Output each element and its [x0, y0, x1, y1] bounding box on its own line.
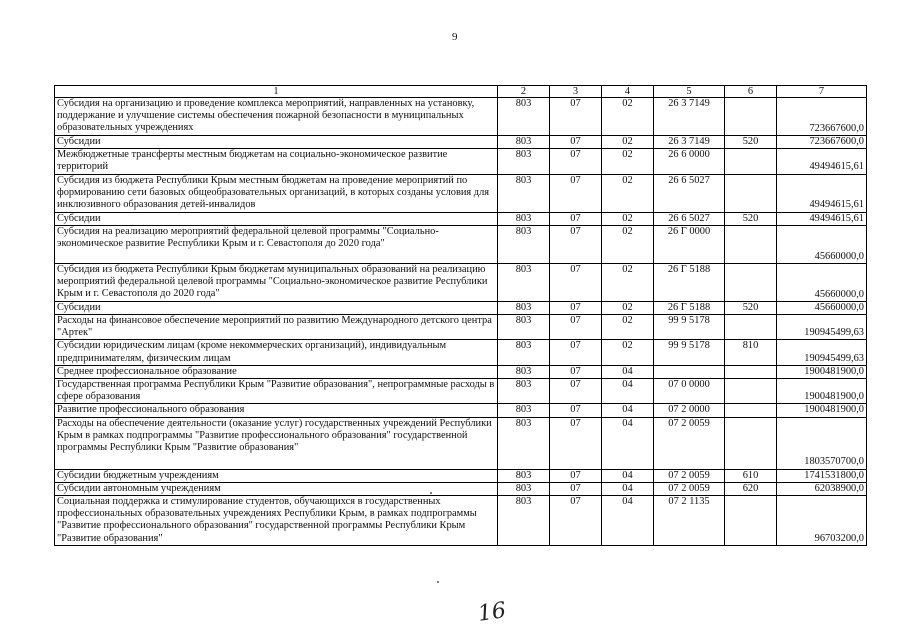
row-name-cell: Субсидии бюджетным учреждениям — [55, 469, 498, 482]
row-gr-code: 803 — [498, 365, 550, 378]
row-name-cell: Субсидия из бюджета Республики Крым местным бюджетам на проведение мероприятий по формированию сети базовых общеобразовательных организаций, в которых созданы условия для инклюзивного образования детей-инвалидов — [55, 174, 498, 212]
row-expense-type: 520 — [725, 136, 777, 149]
row-name-cell: Расходы на обеспечение деятельности (оказание услуг) государственных учреждений Республики Крым в рамках подпрограммы "Развитие профессионального образования" государственной программы Республики Крым "Развитие образования" — [55, 417, 498, 469]
column-header: 1 — [55, 86, 498, 98]
row-gr-code: 803 — [498, 315, 550, 340]
row-amount: 1803570700,0 — [777, 417, 867, 469]
row-expense-type: 610 — [725, 469, 777, 482]
row-subsection-code: 04 — [602, 404, 654, 417]
table-row — [55, 417, 867, 469]
row-gr-code: 803 — [498, 212, 550, 225]
table-row — [55, 174, 867, 212]
table-header-row — [55, 86, 867, 98]
row-target-article: 26 Г 5188 — [654, 263, 725, 301]
table-row — [55, 315, 867, 340]
column-header: 4 — [602, 86, 654, 98]
table-row — [55, 365, 867, 378]
row-gr-code: 803 — [498, 136, 550, 149]
row-amount: 62038900,0 — [777, 482, 867, 495]
scan-speck — [430, 492, 432, 494]
table-row — [55, 263, 867, 301]
table-row — [55, 404, 867, 417]
row-target-article: 07 0 0000 — [654, 379, 725, 404]
row-section-code: 07 — [550, 174, 602, 212]
row-section-code: 07 — [550, 365, 602, 378]
row-target-article: 26 3 7149 — [654, 136, 725, 149]
row-gr-code: 803 — [498, 340, 550, 365]
row-gr-code: 803 — [498, 149, 550, 174]
row-section-code: 07 — [550, 469, 602, 482]
table-row — [55, 98, 867, 136]
row-section-code: 07 — [550, 263, 602, 301]
row-subsection-code: 04 — [602, 379, 654, 404]
column-header: 6 — [725, 86, 777, 98]
row-amount: 1900481900,0 — [777, 365, 867, 378]
table-row — [55, 301, 867, 314]
row-name-cell: Межбюджетные трансферты местным бюджетам на социально-экономическое развитие территорий — [55, 149, 498, 174]
row-amount: 723667600,0 — [777, 136, 867, 149]
table-row — [55, 496, 867, 546]
row-name-cell: Субсидия на реализацию мероприятий федеральной целевой программы "Социально-экономическое развитие Республики Крым и г. Севастополя до 2020 года" — [55, 225, 498, 263]
row-name-cell: Субсидия на организацию и проведение комплекса мероприятий, направленных на установку, поддержание и улучшение системы обеспечения пожарной безопасности в муниципальных образовательных учреждениях — [55, 98, 498, 136]
row-target-article: 26 6 5027 — [654, 212, 725, 225]
row-expense-type — [725, 263, 777, 301]
row-expense-type — [725, 174, 777, 212]
row-name-cell: Развитие профессионального образования — [55, 404, 498, 417]
row-expense-type — [725, 496, 777, 546]
budget-table — [54, 85, 867, 546]
row-target-article — [654, 365, 725, 378]
row-gr-code: 803 — [498, 263, 550, 301]
table-row — [55, 149, 867, 174]
row-section-code: 07 — [550, 340, 602, 365]
row-target-article: 26 Г 5188 — [654, 301, 725, 314]
row-target-article: 07 2 0059 — [654, 469, 725, 482]
row-target-article: 07 2 0059 — [654, 417, 725, 469]
table-row — [55, 212, 867, 225]
row-subsection-code: 02 — [602, 301, 654, 314]
row-gr-code: 803 — [498, 98, 550, 136]
column-header: 5 — [654, 86, 725, 98]
row-expense-type: 810 — [725, 340, 777, 365]
row-gr-code: 803 — [498, 174, 550, 212]
row-subsection-code: 02 — [602, 212, 654, 225]
row-amount: 723667600,0 — [777, 98, 867, 136]
row-expense-type: 520 — [725, 212, 777, 225]
table-row — [55, 482, 867, 495]
row-section-code: 07 — [550, 315, 602, 340]
row-subsection-code: 04 — [602, 482, 654, 495]
row-section-code: 07 — [550, 225, 602, 263]
row-name-cell: Субсидии юридическим лицам (кроме некоммерческих организаций), индивидуальным предпринимателям, физическим лицам — [55, 340, 498, 365]
row-name-cell: Субсидии автономным учреждениям — [55, 482, 498, 495]
row-expense-type — [725, 149, 777, 174]
row-subsection-code: 02 — [602, 340, 654, 365]
row-name-cell: Государственная программа Республики Крым "Развитие образования", непрограммные расходы в сфере образования — [55, 379, 498, 404]
row-section-code: 07 — [550, 379, 602, 404]
row-target-article: 07 2 1135 — [654, 496, 725, 546]
row-name-cell: Субсидии — [55, 301, 498, 314]
row-amount: 1900481900,0 — [777, 404, 867, 417]
row-expense-type: 620 — [725, 482, 777, 495]
row-name-cell: Субсидии — [55, 136, 498, 149]
row-subsection-code: 02 — [602, 225, 654, 263]
row-amount: 45660000,0 — [777, 263, 867, 301]
column-header: 3 — [550, 86, 602, 98]
row-gr-code: 803 — [498, 417, 550, 469]
row-target-article: 26 3 7149 — [654, 98, 725, 136]
table-row — [55, 340, 867, 365]
row-target-article: 26 Г 0000 — [654, 225, 725, 263]
row-expense-type — [725, 225, 777, 263]
row-subsection-code: 02 — [602, 98, 654, 136]
row-expense-type — [725, 98, 777, 136]
handwritten-page-mark: 16 — [476, 598, 508, 627]
page-number: 9 — [452, 31, 458, 43]
row-section-code: 07 — [550, 496, 602, 546]
row-amount: 49494615,61 — [777, 149, 867, 174]
row-target-article: 99 9 5178 — [654, 315, 725, 340]
row-expense-type: 520 — [725, 301, 777, 314]
row-target-article: 99 9 5178 — [654, 340, 725, 365]
row-gr-code: 803 — [498, 379, 550, 404]
row-expense-type — [725, 315, 777, 340]
row-expense-type — [725, 365, 777, 378]
row-section-code: 07 — [550, 417, 602, 469]
row-target-article: 07 2 0059 — [654, 482, 725, 495]
row-subsection-code: 02 — [602, 149, 654, 174]
table-row — [55, 379, 867, 404]
row-target-article: 26 6 5027 — [654, 174, 725, 212]
row-subsection-code: 02 — [602, 136, 654, 149]
row-expense-type — [725, 404, 777, 417]
row-subsection-code: 02 — [602, 263, 654, 301]
row-gr-code: 803 — [498, 404, 550, 417]
row-amount: 45660000,0 — [777, 301, 867, 314]
row-amount: 1741531800,0 — [777, 469, 867, 482]
row-amount: 96703200,0 — [777, 496, 867, 546]
row-subsection-code: 04 — [602, 365, 654, 378]
row-gr-code: 803 — [498, 225, 550, 263]
row-gr-code: 803 — [498, 469, 550, 482]
row-name-cell: Субсидии — [55, 212, 498, 225]
row-amount: 45660000,0 — [777, 225, 867, 263]
row-subsection-code: 04 — [602, 417, 654, 469]
row-target-article: 26 6 0000 — [654, 149, 725, 174]
row-subsection-code: 02 — [602, 315, 654, 340]
row-section-code: 07 — [550, 149, 602, 174]
column-header: 7 — [777, 86, 867, 98]
row-expense-type — [725, 379, 777, 404]
row-amount: 1900481900,0 — [777, 379, 867, 404]
row-gr-code: 803 — [498, 482, 550, 495]
row-section-code: 07 — [550, 482, 602, 495]
table-row — [55, 225, 867, 263]
row-subsection-code: 02 — [602, 174, 654, 212]
column-header: 2 — [498, 86, 550, 98]
row-subsection-code: 04 — [602, 496, 654, 546]
row-name-cell: Среднее профессиональное образование — [55, 365, 498, 378]
scan-speck — [437, 581, 439, 583]
row-expense-type — [725, 417, 777, 469]
row-subsection-code: 04 — [602, 469, 654, 482]
row-target-article: 07 2 0000 — [654, 404, 725, 417]
row-amount: 49494615,61 — [777, 174, 867, 212]
row-section-code: 07 — [550, 301, 602, 314]
row-amount: 190945499,63 — [777, 315, 867, 340]
row-name-cell: Расходы на финансовое обеспечение мероприятий по развитию Международного детского центра "Артек" — [55, 315, 498, 340]
row-section-code: 07 — [550, 404, 602, 417]
row-amount: 49494615,61 — [777, 212, 867, 225]
row-gr-code: 803 — [498, 496, 550, 546]
row-section-code: 07 — [550, 136, 602, 149]
table-row — [55, 136, 867, 149]
row-gr-code: 803 — [498, 301, 550, 314]
row-amount: 190945499,63 — [777, 340, 867, 365]
row-section-code: 07 — [550, 98, 602, 136]
row-name-cell: Социальная поддержка и стимулирование студентов, обучающихся в государственных профессиональных образовательных учреждениях Республики Крым, в рамках подпрограммы "Развитие профессионального образования" государственной программы Республики Крым "Развитие образования" — [55, 496, 498, 546]
table-row — [55, 469, 867, 482]
row-name-cell: Субсидия из бюджета Республики Крым бюджетам муниципальных образований на реализацию мероприятий федеральной целевой программы "Социально-экономическое развитие Республики Крым и г. Севастополя до 2020 года" — [55, 263, 498, 301]
row-section-code: 07 — [550, 212, 602, 225]
